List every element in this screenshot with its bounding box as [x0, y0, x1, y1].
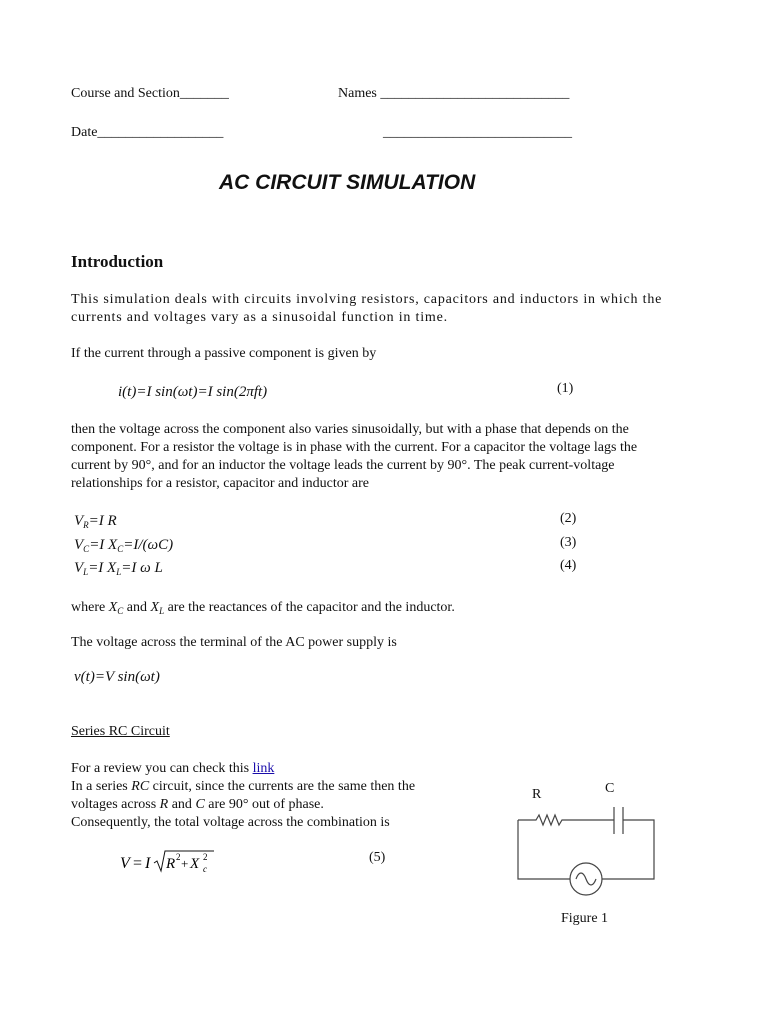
review-link[interactable]: link [252, 761, 275, 776]
section-heading-series-rc: Series RC Circuit [71, 724, 170, 739]
equation-number-3: (3) [560, 535, 577, 550]
equation-voltage-source: v(t)=V sin(ωt) [74, 669, 160, 685]
svg-text:V: V [120, 855, 130, 872]
resistor-symbol [518, 815, 614, 825]
resistor-label: R [532, 787, 542, 802]
reactance-paragraph: where $X_C$ and $X_L$ are the reactances of the capacitor and the inductor. [71, 600, 455, 616]
series-rc-paragraph: For a review you can check this link In a series RC circuit, since the currents are the same then the voltages across R and C are 90° out of phase. Consequently, the total voltage across the combination is [71, 761, 416, 830]
paragraph-line: This simulation deals with circuits involving resistors, capacitors and inductors in which the [71, 292, 663, 307]
svg-text:I: I [145, 855, 151, 872]
svg-text:c: c [203, 864, 207, 874]
equation-2: $V_R=I$ R [74, 513, 117, 530]
phase-paragraph [71, 421, 711, 493]
paragraph-line: component. For a resistor the voltage is in phase with the current. For a capacitor the voltage lags the [71, 440, 638, 455]
capacitor-label: C [605, 781, 615, 796]
date-field: Date__________________ [71, 125, 224, 140]
equation-4: $V_L=I$ $X_L=I$ ω L [74, 560, 163, 577]
figure-caption: Figure 1 [561, 911, 609, 926]
equation-1: i(t)=I sin(ωt)=I sin(2πft) [118, 384, 268, 400]
rc-circuit-diagram [490, 775, 690, 905]
svg-text:2: 2 [176, 852, 181, 862]
section-heading-introduction: Introduction [71, 252, 164, 271]
equation-number-4: (4) [560, 558, 577, 573]
names-field: Names ___________________________ [338, 86, 570, 101]
equation-3: $V_C=I$ $X_C=I/(\omega C)$ [74, 537, 174, 554]
names-field-line2: ___________________________ [383, 125, 572, 140]
power-supply-paragraph: The voltage across the terminal of the AC power supply is [71, 635, 397, 650]
svg-text:X: X [190, 856, 200, 872]
course-section-field: Course and Section_______ [71, 86, 229, 101]
paragraph-line: currents and voltages vary as a sinusoidal function in time. [71, 310, 448, 325]
equation-number-5: (5) [369, 850, 386, 865]
paragraph-line: then the voltage across the component also varies sinusoidally, but with a phase that depends on the [71, 422, 629, 437]
svg-text:R: R [166, 856, 176, 872]
paragraph-line: relationships for a resistor, capacitor and inductor are [71, 476, 369, 491]
equation-number-1: (1) [557, 381, 574, 396]
svg-text:+: + [181, 856, 189, 871]
intro-paragraph [71, 291, 711, 327]
equation-number-2: (2) [560, 511, 577, 526]
svg-text:=: = [133, 855, 143, 872]
current-paragraph: If the current through a passive component is given by [71, 346, 377, 361]
svg-text:2: 2 [203, 852, 208, 862]
paragraph-line: current by 90°, and for an inductor the voltage leads the current by 90°. The peak current-voltage [71, 458, 615, 473]
page-title: AC CIRCUIT SIMULATION [219, 171, 476, 194]
equation-5 [118, 848, 228, 883]
